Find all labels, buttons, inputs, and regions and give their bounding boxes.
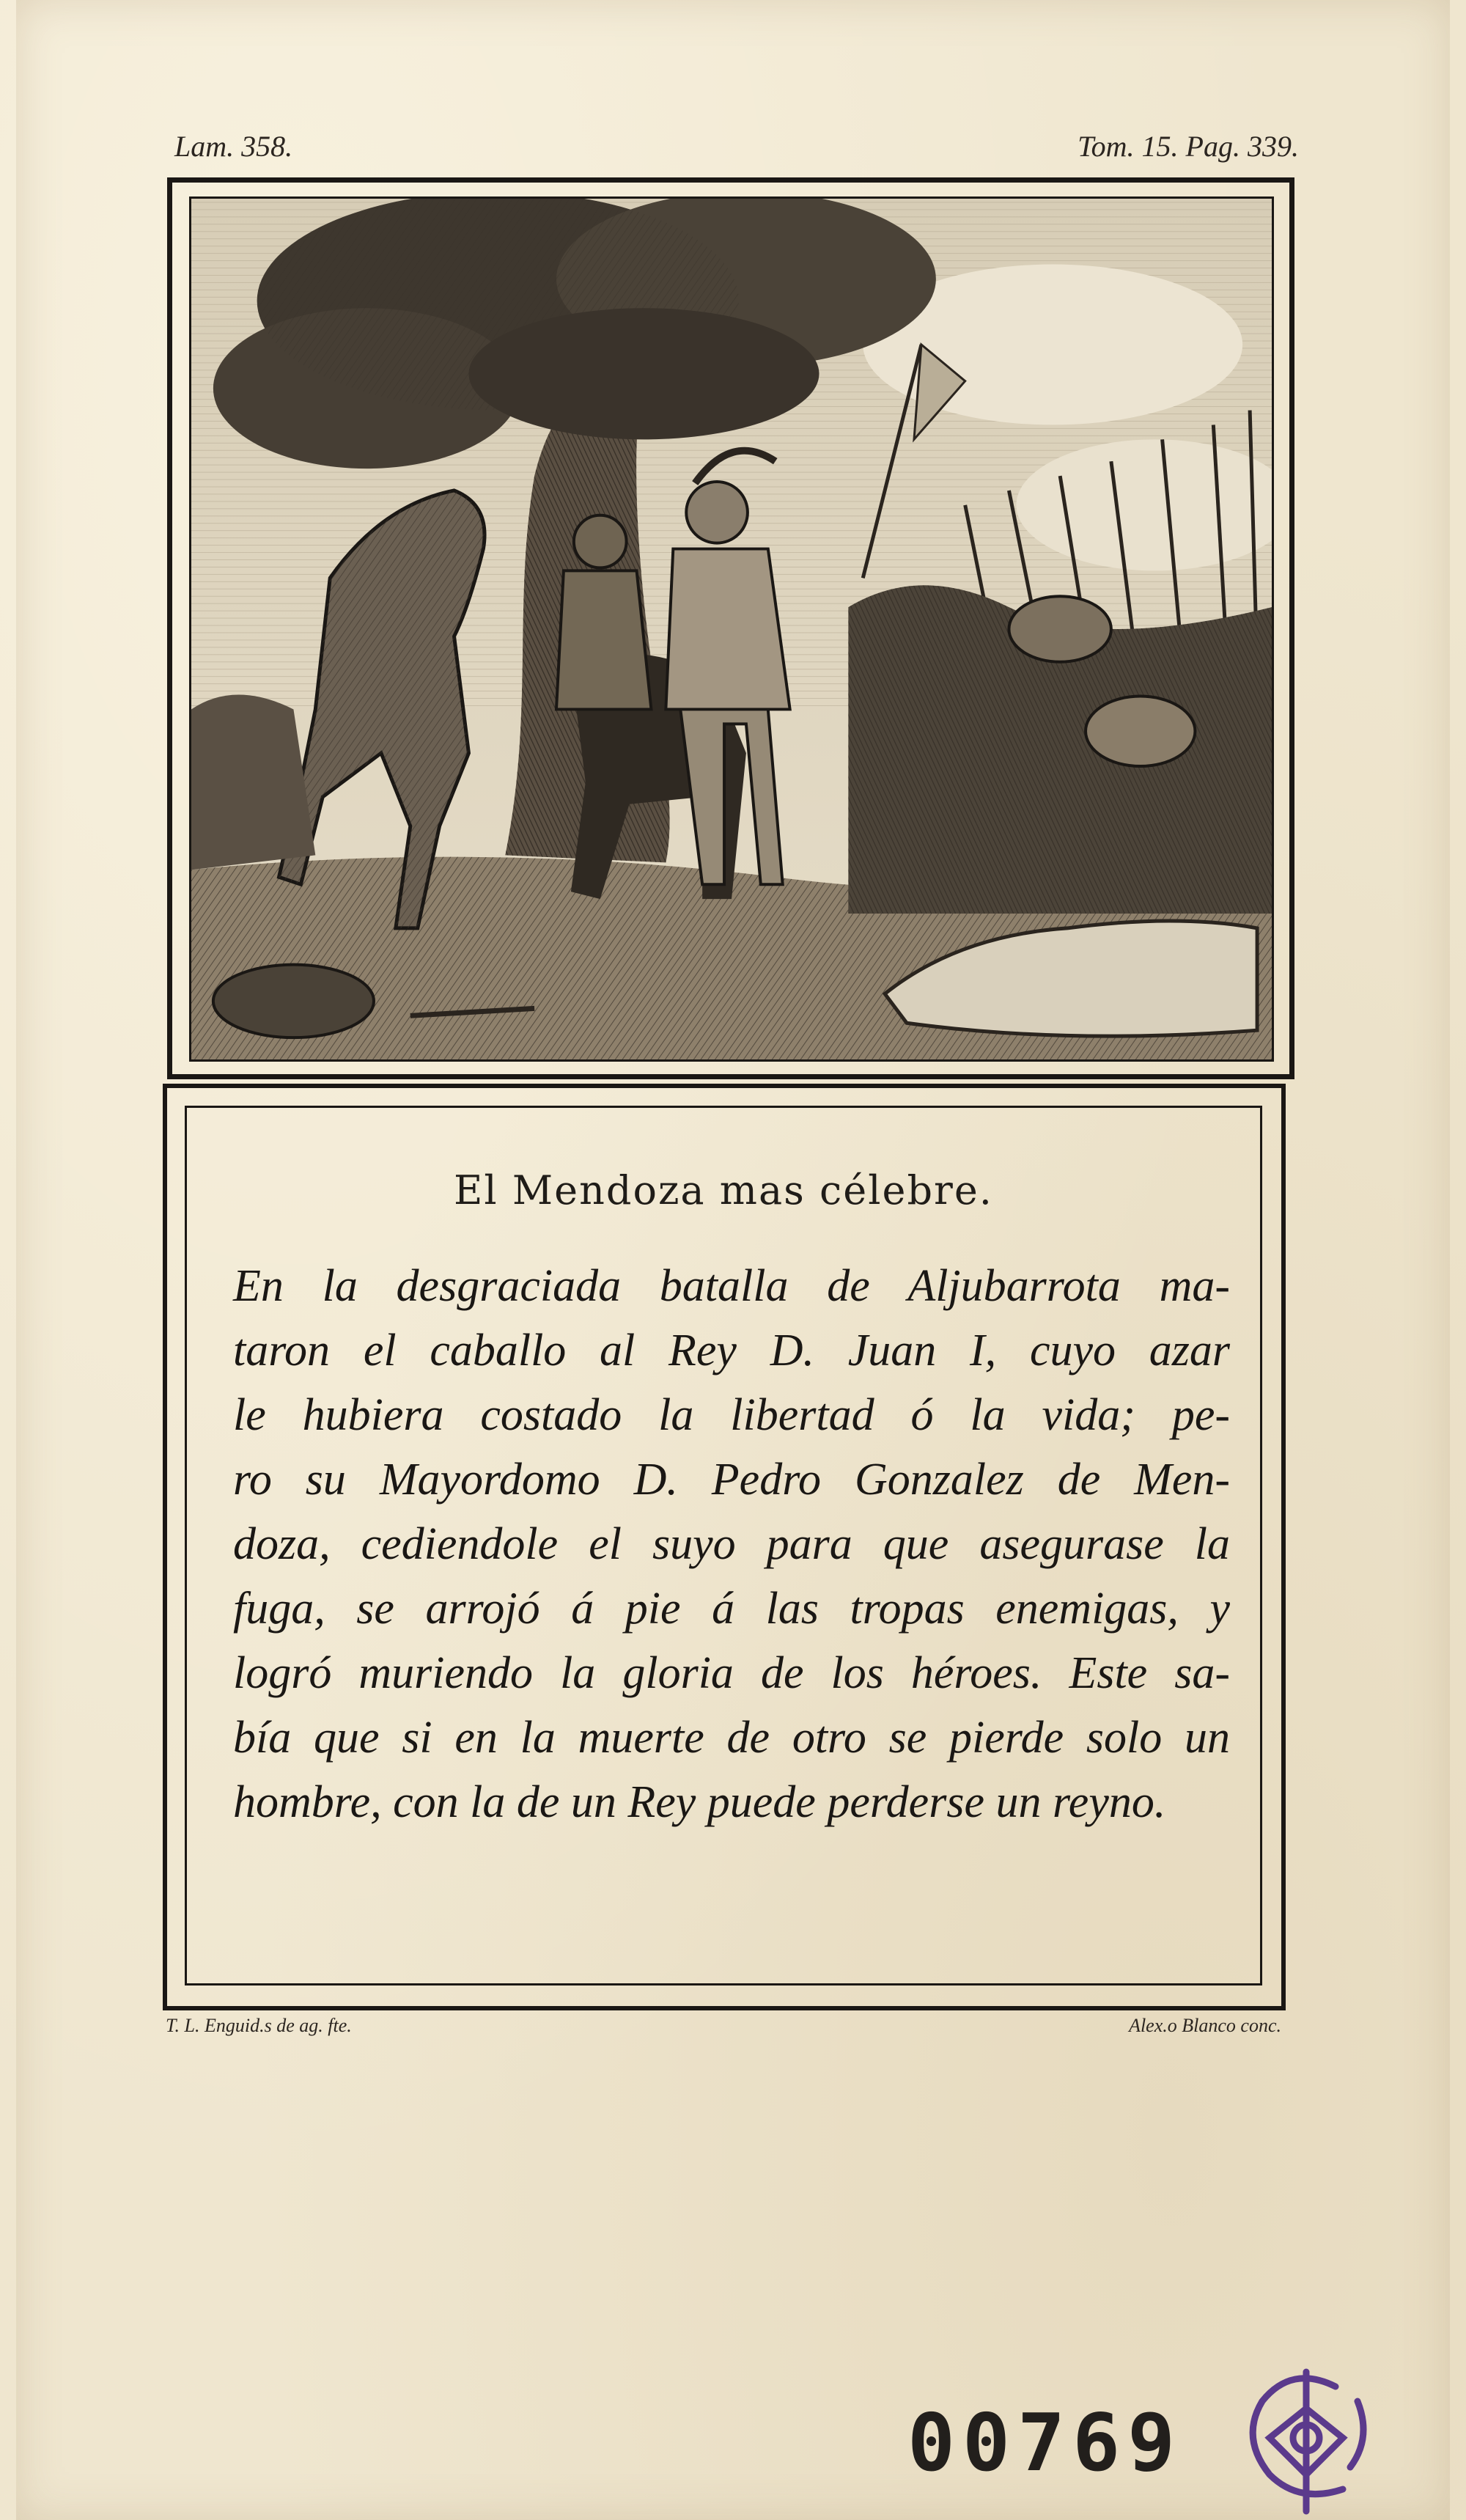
engraving-illustration xyxy=(191,199,1272,1059)
volume-page-ref: Tom. 15. Pag. 339. xyxy=(1078,130,1299,163)
collection-stamp-icon xyxy=(1226,2357,1396,2519)
caption-line: hombre, con la de un Rey puede perderse un reyno. xyxy=(233,1777,1166,1827)
caption-line: le hubiera costado la libertad ó la vida; pe- xyxy=(233,1390,1230,1440)
caption-line: ro su Mayordomo D. Pedro Gonzalez de Men- xyxy=(233,1455,1230,1505)
caption-line: logró muriendo la gloria de los héroes. Este sa- xyxy=(233,1648,1230,1698)
caption-title: El Mendoza mas célebre. xyxy=(454,1167,993,1213)
caption-line: En la desgraciada batalla de Aljubarrota ma- xyxy=(233,1261,1230,1311)
plate-number: Lam. 358. xyxy=(174,130,293,163)
engraver-credit: T. L. Enguid.s de ag. fte. xyxy=(166,2015,352,2036)
caption-line: fuga, se arrojó á pie á las tropas enemigas, y xyxy=(233,1584,1230,1634)
designer-credit: Alex.o Blanco conc. xyxy=(1129,2015,1281,2036)
inventory-number: 00769 xyxy=(907,2398,1183,2489)
battle-scene-engraving xyxy=(189,196,1274,1062)
caption-text xyxy=(233,1254,1230,1834)
caption-line: doza, cediendole el suyo para que asegurase la xyxy=(233,1519,1230,1569)
caption-line: taron el caballo al Rey D. Juan I, cuyo azar xyxy=(233,1326,1230,1375)
caption-line: bía que si en la muerte de otro se pierde solo un xyxy=(233,1713,1230,1763)
